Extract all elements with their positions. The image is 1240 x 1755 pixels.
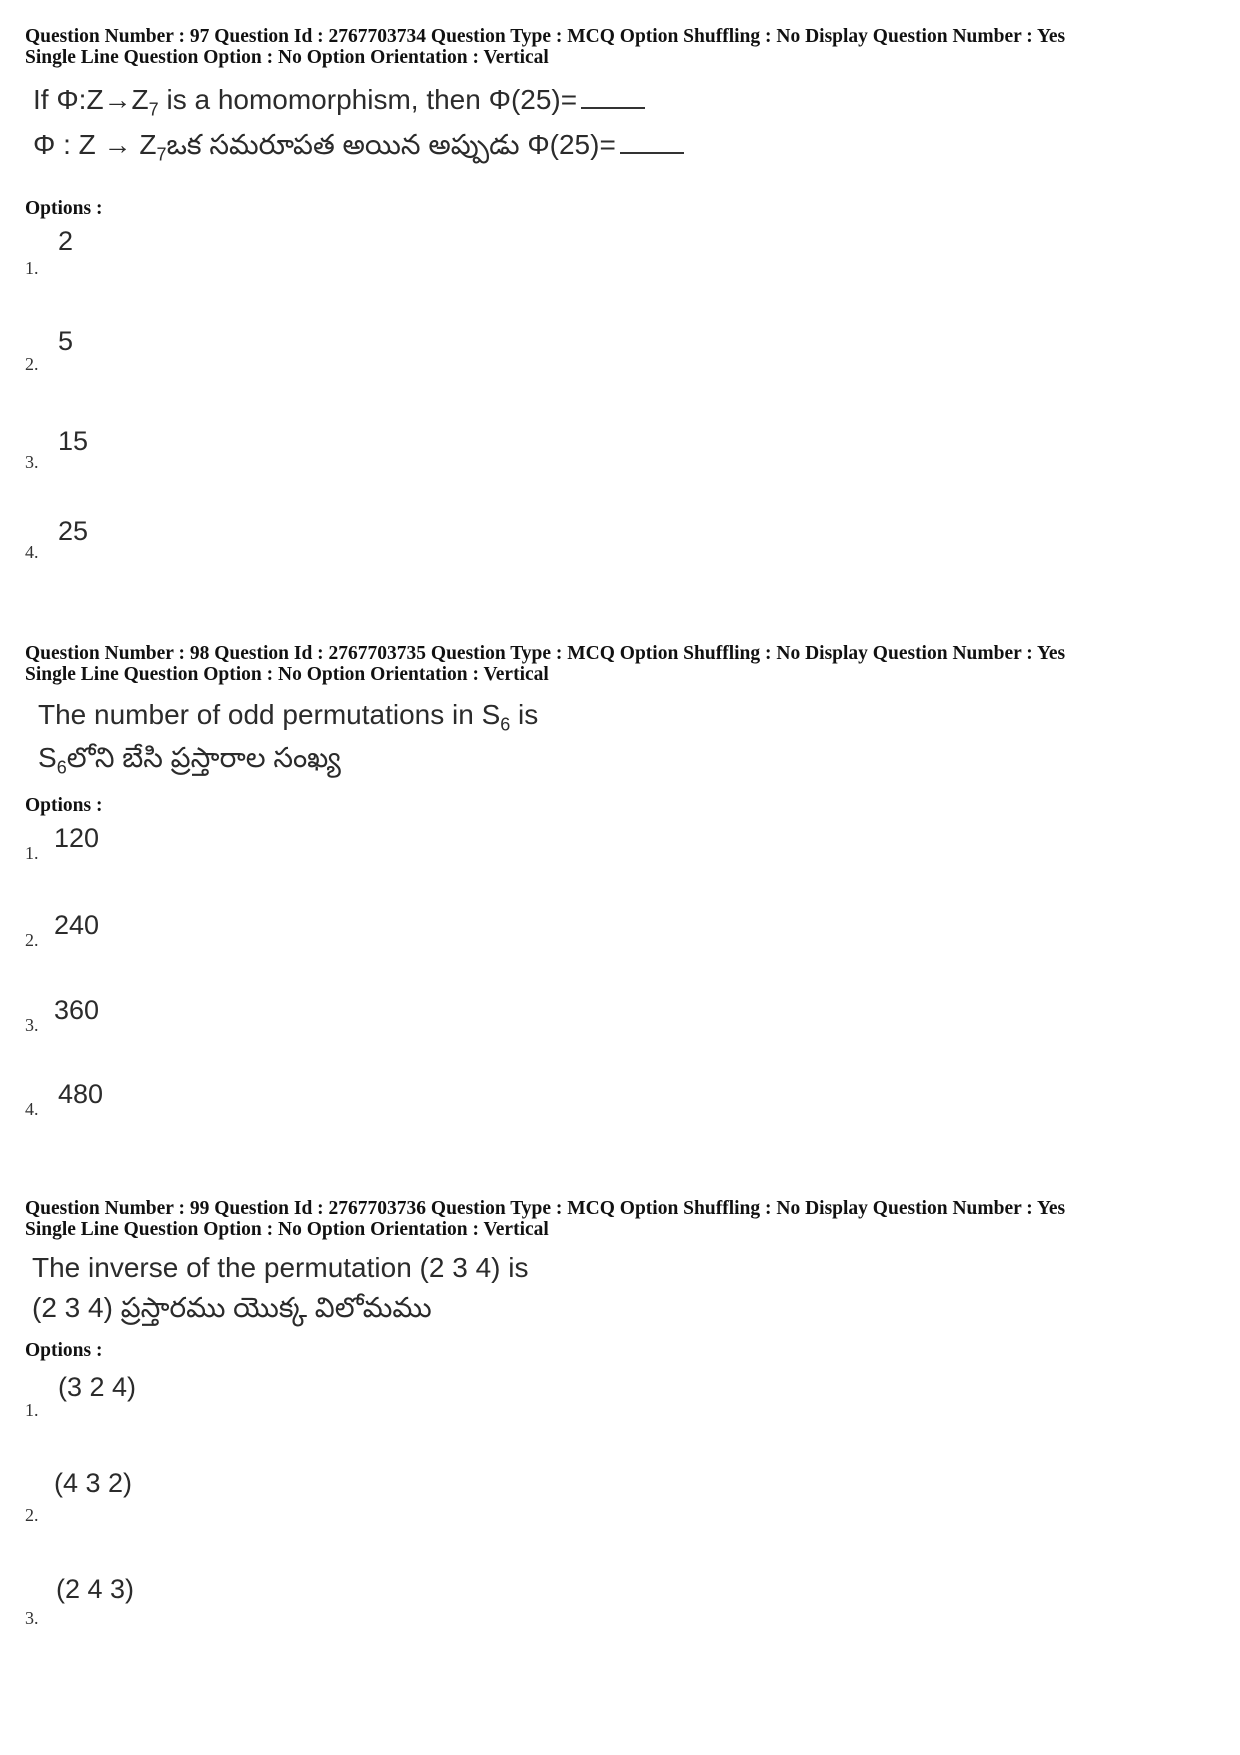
option-number: 4. (25, 542, 39, 562)
option-value: 360 (54, 995, 100, 1025)
question-meta-line1: Question Number : 99 Question Id : 2767703736 Question Type : MCQ Option Shuffling : No Display Question Number : Yes (25, 1198, 1066, 1219)
option-value: 480 (58, 1079, 104, 1109)
option-number: 4. (25, 1099, 39, 1119)
option-item[interactable] (25, 326, 325, 386)
question-99-text-english: The inverse of the permutation (2 3 4) is (32, 1252, 529, 1283)
answer-blank (620, 152, 684, 154)
option-item[interactable] (25, 995, 325, 1055)
options-label: Options : (25, 795, 103, 816)
question-97-meta (25, 26, 1215, 68)
option-number: 2. (25, 354, 39, 374)
question-97-text-english: If $\Phi:Z\to Z_7$ is a homomorphism, then Φ(25)= (33, 80, 645, 120)
option-item[interactable] (25, 910, 325, 970)
option-value: (2 4 3) (56, 1574, 135, 1604)
option-value: (4 3 2) (54, 1468, 133, 1498)
option-value: 2 (58, 226, 74, 256)
question-98-text-english: The number of odd permutations in $S_6$ is (38, 699, 539, 735)
option-number: 1. (25, 843, 39, 863)
option-value: 120 (54, 823, 100, 853)
question-99-meta (25, 1198, 1215, 1240)
question-98-meta (25, 643, 1215, 685)
question-meta-line2: Single Line Question Option : No Option Orientation : Vertical (25, 664, 549, 685)
option-value: 240 (54, 910, 100, 940)
option-item[interactable] (25, 1468, 325, 1528)
option-item[interactable] (25, 1368, 325, 1428)
option-number: 1. (25, 1400, 39, 1420)
question-meta-line2: Single Line Question Option : No Option Orientation : Vertical (25, 47, 549, 68)
option-number: 2. (25, 1505, 39, 1525)
answer-blank (581, 107, 645, 109)
option-value: 5 (58, 326, 74, 356)
option-number: 3. (25, 452, 39, 472)
question-meta-line1: Question Number : 98 Question Id : 2767703735 Question Type : MCQ Option Shuffling : No Display Question Number : Yes (25, 643, 1066, 664)
option-item[interactable] (25, 516, 325, 576)
option-value: (3 2 4) (58, 1372, 137, 1402)
option-item[interactable] (25, 823, 325, 883)
question-meta-line1: Question Number : 97 Question Id : 2767703734 Question Type : MCQ Option Shuffling : No Display Question Number : Yes (25, 26, 1066, 47)
options-label: Options : (25, 198, 103, 219)
question-97-text-telugu: Φ : $Z \to Z_7ఒక$ సమరూపత అయిన అప్పుడు Φ(25)= (33, 125, 684, 165)
option-value: 15 (58, 426, 89, 456)
option-value: 25 (58, 516, 89, 546)
option-item[interactable] (25, 426, 325, 486)
options-label: Options : (25, 1340, 103, 1361)
option-number: 2. (25, 930, 39, 950)
option-item[interactable] (25, 226, 325, 286)
question-98-text-telugu: $S_6లోని$ బేసి ప్రస్తారాల సంఖ్య (38, 742, 341, 778)
question-meta-line2: Single Line Question Option : No Option Orientation : Vertical (25, 1219, 549, 1240)
option-number: 3. (25, 1015, 39, 1035)
option-number: 3. (25, 1608, 39, 1628)
option-item[interactable] (25, 1574, 325, 1634)
option-number: 1. (25, 258, 39, 278)
question-99-text-telugu: (2 3 4) ప్రస్తారము యొక్క విలోమము (32, 1292, 432, 1323)
option-item[interactable] (25, 1079, 325, 1139)
